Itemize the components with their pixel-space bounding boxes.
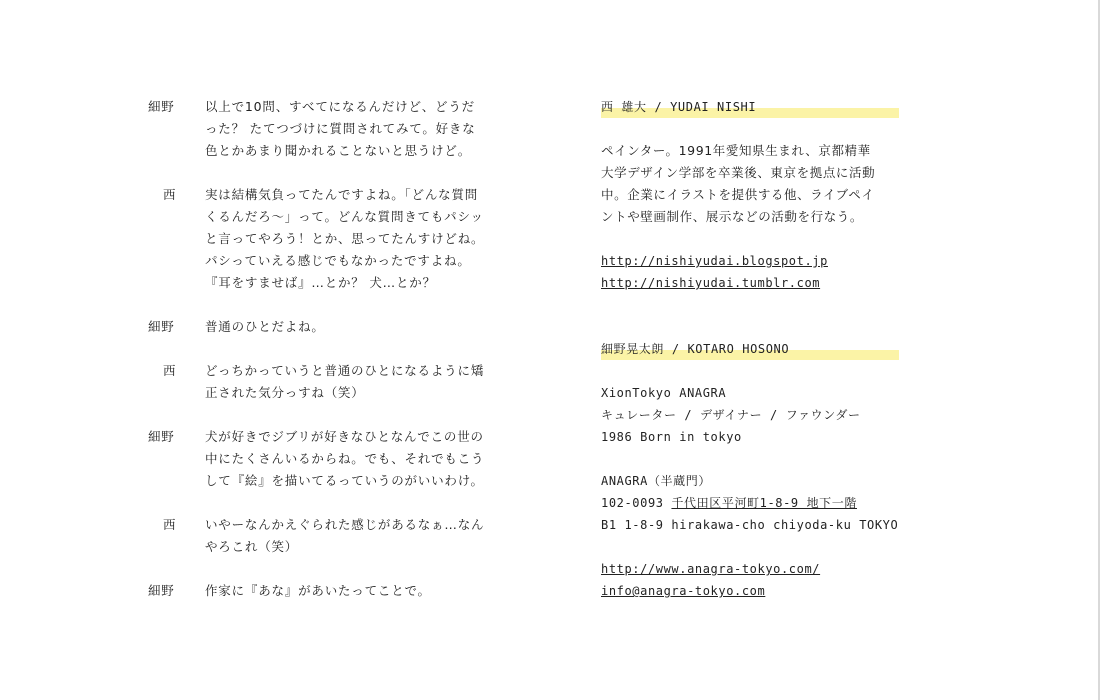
profiles-column xyxy=(601,96,906,602)
speech-text: 作家に『あな』があいたってことで。 xyxy=(205,583,431,598)
address-jp-line xyxy=(601,492,906,514)
dialogue-column xyxy=(148,96,518,624)
speech-text: 犬が好きでジブリが好きなひとなんでこの世の 中にたくさんいるからね。でも、それでもこう して『絵』を描いてるっていうのがいいわけ。 xyxy=(205,429,485,488)
speech-text: どっちかっていうと普通のひとになるように矯 正された気分っすね（笑） xyxy=(205,363,485,400)
speaker-label: 細野 xyxy=(148,99,175,114)
speaker-label: 西 xyxy=(163,517,177,532)
profile-name-hosono: 細野晃太朗 / KOTARO HOSONO xyxy=(601,338,899,360)
dialogue-turn xyxy=(148,580,518,602)
profile-org: XionTokyo ANAGRA xyxy=(601,386,727,400)
blog-link[interactable]: http://nishiyudai.blogspot.jp xyxy=(601,254,828,268)
speech-text: いやーなんかえぐられた感じがあるなぁ…なん やろこれ（笑） xyxy=(205,517,485,554)
profile-born: 1986 Born in tokyo xyxy=(601,430,742,444)
dialogue-turn xyxy=(148,360,518,404)
email-link[interactable]: info@anagra-tokyo.com xyxy=(601,584,766,598)
speech-text: 以上で10問、すべてになるんだけど、どうだ った？ たてつづけに質問されてみて。好きな 色とかあまり聞かれることないと思うけど。 xyxy=(205,99,476,158)
venue-name: ANAGRA（半蔵門） xyxy=(601,474,711,488)
tumblr-link[interactable]: http://nishiyudai.tumblr.com xyxy=(601,276,821,290)
speaker-label: 細野 xyxy=(148,319,175,334)
postal-code: 102-0093 xyxy=(601,496,664,510)
address-jp[interactable]: 千代田区平河町1-8-9 地下一階 xyxy=(671,496,857,510)
dialogue-turn xyxy=(148,316,518,338)
dialogue-turn xyxy=(148,426,518,492)
dialogue-turn xyxy=(148,184,518,294)
address-en: B1 1-8-9 hirakawa-cho chiyoda-ku TOKYO xyxy=(601,518,899,532)
speech-text: 実は結構気負ってたんですよね。「どんな質問 くるんだろ～」って。どんな質問きてもパシッ と言ってやろう！とか、思ってたんすけどね。 パシっていえる感じでもなかったですよね。 『耳をすませば』…とか？ 犬…とか？ xyxy=(205,187,485,290)
dialogue-turn xyxy=(148,514,518,558)
speaker-label: 細野 xyxy=(148,583,175,598)
profile-bio-nishi: ペインター。1991年愛知県生まれ、京都精華 大学デザイン学部を卒業後、東京を拠点に活動 中。企業にイラストを提供する他、ライブペイ ントや壁画制作、展示などの活動を行なう。 xyxy=(601,143,876,224)
dialogue-turn xyxy=(148,96,518,162)
profile-name-nishi: 西 雄大 / YUDAI NISHI xyxy=(601,96,899,118)
speech-text: 普通のひとだよね。 xyxy=(205,319,325,334)
speaker-label: 西 xyxy=(163,187,177,202)
profile-roles: キュレーター / デザイナー / ファウンダー xyxy=(601,408,861,422)
speaker-label: 西 xyxy=(163,363,177,378)
website-link[interactable]: http://www.anagra-tokyo.com/ xyxy=(601,562,821,576)
speaker-label: 細野 xyxy=(148,429,175,444)
